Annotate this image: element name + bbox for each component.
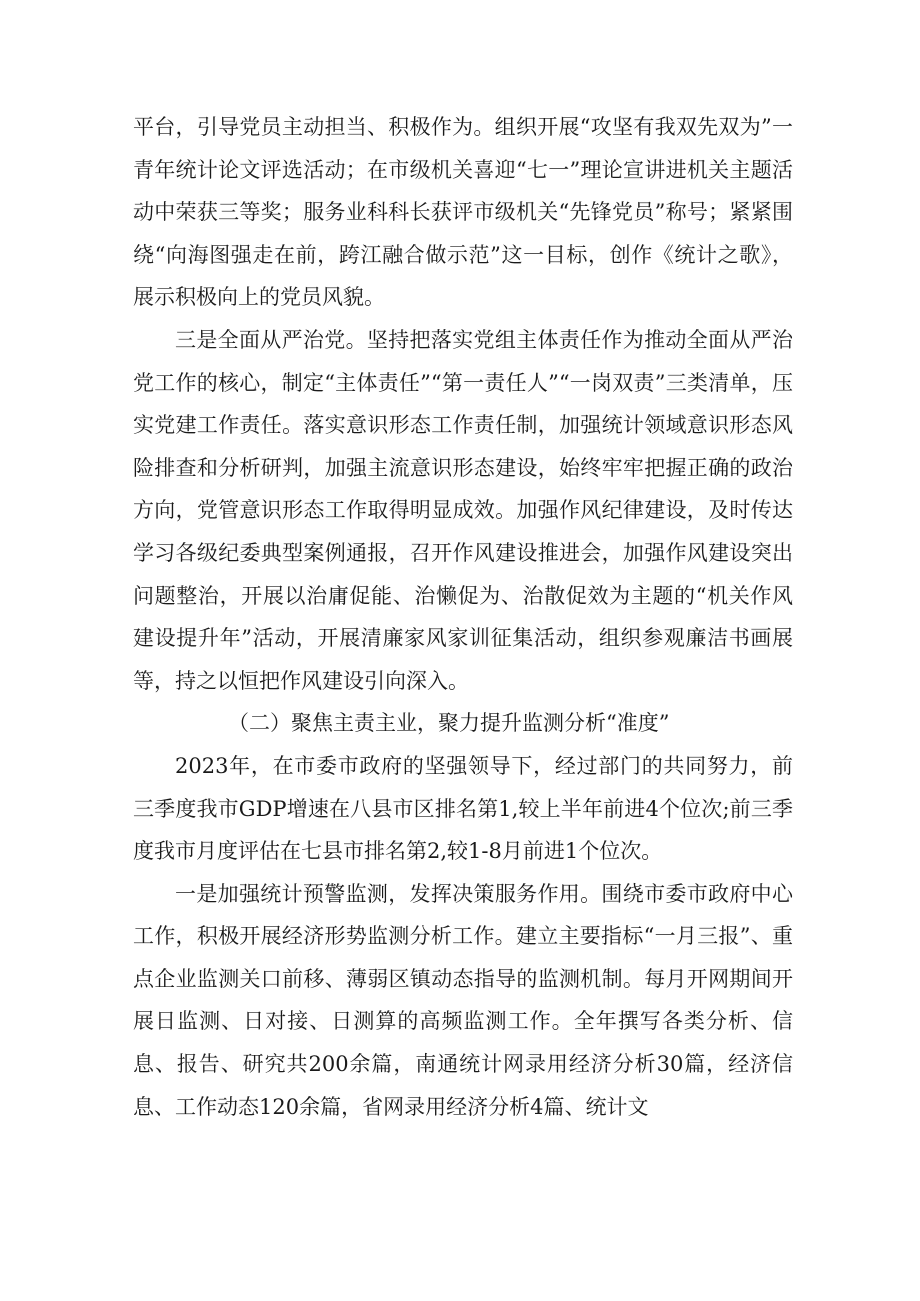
paragraph-strict-governance: 三是全面从严治党。坚持把落实党组主体责任作为推动全面从严治党工作的核心，制定“主体责任”“第一责任人”“一岗双责”三类清单，压实党建工作责任。落实意识形态工作责任制，加强统计领域意识形态风险排查和分析研判，加强主流意识形态建设，始终牢牢把握正确的政治方向，党管意识形态工作取得明显成效。加强作风纪律建设，及时传达学习各级纪委典型案例通报，召开作风建设推进会，加强作风建设突出问题整治，开展以治庸促能、治懒促为、治散促效为主题的“机关作风建设提升年”活动，开展清廉家风家训征集活动，组织参观廉洁书画展等，持之以恒把作风建设引向深入。 xyxy=(133,327,793,693)
paragraph-early-warning: 一是加强统计预警监测，发挥决策服务作用。围绕市委市政府中心工作，积极开展经济形势监测分析工作。建立主要指标“一月三报”、重点企业监测关口前移、薄弱区镇动态指导的监测机制。每月开网期间开展日监测、日对接、日测算的高频监测工作。全年撰写各类分析、信息、报告、研究共200余篇，南通统计网录用经济分析30篇，经济信息、工作动态120余篇，省网录用经济分析4篇、统计文 xyxy=(133,881,793,1119)
paragraph-gdp-ranking: 2023年，在市委市政府的坚强领导下，经过部门的共同努力，前三季度我市GDP增速在八县市区排名第1,较上半年前进4个位次;前三季度我市月度评估在七县市排名第2,较1-8月前进1个位次。 xyxy=(133,753,793,864)
document-body xyxy=(133,106,793,1128)
section-heading-monitoring: （二）聚焦主责主业，聚力提升监测分析“准度” xyxy=(228,711,670,736)
paragraph-party-platform: 平台，引导党员主动担当、积极作为。组织开展“攻坚有我双先双为”一青年统计论文评选活动；在市级机关喜迎“七一”理论宣讲进机关主题活动中荣获三等奖；服务业科科长获评市级机关“先锋党员”称号；紧紧围绕“向海图强走在前，跨江融合做示范”这一目标，创作《统计之歌》，展示积极向上的党员风貌。 xyxy=(133,115,793,310)
